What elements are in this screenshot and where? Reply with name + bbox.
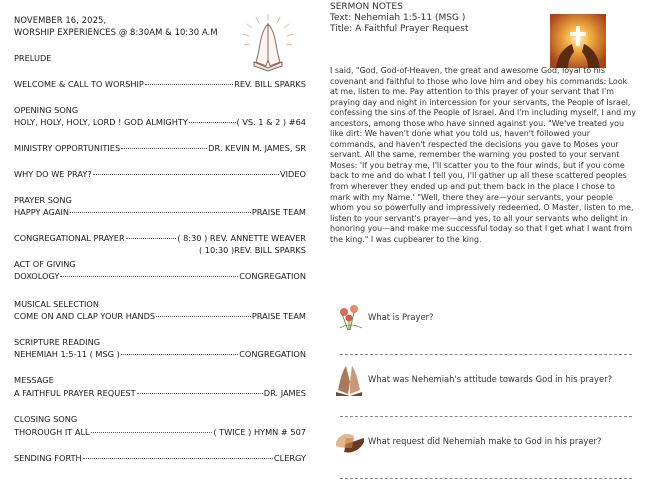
- service-times: WORSHIP EXPERIENCES @ 8:30AM & 10:30 A.M: [14, 27, 218, 37]
- order-heading-act-of-giving: ACT OF GIVING: [14, 259, 76, 269]
- order-item-welcome: WELCOME & CALL TO WORSHIP REV. BILL SPARKS: [14, 79, 306, 89]
- sermon-title-line: Title: A Faithful Prayer Request: [330, 24, 469, 34]
- cross-in-hands-image: [550, 14, 606, 68]
- order-item-closing-song: THOROUGH IT ALL ( TWICE ) HYMN # 507: [14, 427, 306, 437]
- order-item-prelude: PRELUDE: [14, 53, 52, 63]
- order-item-musical-selection: COME ON AND CLAP YOUR HANDS PRAISE TEAM: [14, 311, 306, 321]
- question-3-text: What request did Nehemiah make to God in his prayer?: [368, 436, 602, 446]
- order-item-doxology: DOXOLOGY CONGREGATION: [14, 271, 306, 281]
- service-date: NOVEMBER 16, 2025,: [14, 15, 107, 25]
- answer-line[interactable]: [340, 416, 632, 417]
- clasped-hands-icon: [332, 424, 368, 460]
- question-3: [330, 424, 636, 472]
- question-1-text: What is Prayer?: [368, 312, 434, 322]
- sermon-text-line: Text: Nehemiah 1:5-11 (MSG ): [330, 13, 466, 23]
- sermon-notes-header: [330, 2, 469, 35]
- order-item-prayer-song: HAPPY AGAIN PRAISE TEAM: [14, 207, 306, 217]
- roses-icon: [332, 300, 368, 336]
- answer-line[interactable]: [340, 478, 632, 479]
- order-item-congregational-prayer: CONGREGATIONAL PRAYER ( 8:30 ) REV. ANNETTE WEAVER: [14, 233, 306, 243]
- service-header: [14, 14, 218, 38]
- order-item-why-pray: WHY DO WE PRAY? VIDEO: [14, 169, 306, 179]
- order-heading-musical-selection: MUSICAL SELECTION: [14, 299, 99, 309]
- question-2: [330, 362, 636, 410]
- question-1: [330, 300, 636, 348]
- order-heading-scripture-reading: SCRIPTURE READING: [14, 337, 101, 347]
- order-heading-message: MESSAGE: [14, 375, 54, 385]
- order-heading-opening-song: OPENING SONG: [14, 105, 79, 115]
- order-item-sending-forth: SENDING FORTH CLERGY: [14, 453, 306, 463]
- answer-line[interactable]: [340, 354, 632, 355]
- praying-hands-icon: [332, 362, 368, 398]
- sermon-notes-page: [330, 0, 642, 503]
- order-heading-closing-song: CLOSING SONG: [14, 414, 78, 424]
- question-2-text: What was Nehemiah's attitude towards God in his prayer?: [368, 374, 613, 384]
- order-item-message: A FAITHFUL PRAYER REQUEST DR. JAMES: [14, 388, 306, 398]
- sermon-notes-heading: SERMON NOTES: [330, 2, 403, 12]
- order-item-scripture-reading: NEHEMIAH 1:5-11 ( MSG ) CONGREGATION: [14, 349, 306, 359]
- scripture-passage: I said, "God, God-of-Heaven, the great and awesome God, loyal to his covenant and faithful to those who love him and obey his commands: Look at me, listen to me. Pay attention to this prayer of your servant that I'm praying day and night in intercession for your servants, the People of Israel, confessing the sins of the People of Israel. And I'm including myself, I and my ancestors, among those who have sinned against you. "We've treated you like dirt: We haven't done what you told us, haven't followed your commands, and haven't respected the decisions you gave to Moses your servant. All the same, remember the warning you posted to your servant Moses: 'If you betray me, I'll scatter you to the four winds, but if you come back to me and do what I tell you, I'll gather up all these scattered peoples from wherever they ended up and put them back in the place I chose to mark with my Name.' "Well, there they are—your servants, your people whom you so powerfully and impressively redeemed. O Master, listen to me, listen to your servant's prayer—and yes, to all your servants who delight in honoring you—and make me successful today so that I get what I want from the king." I was cupbearer to the king.: [330, 66, 636, 244]
- order-item-congregational-prayer-late: ( 10:30 )REV. BILL SPARKS: [198, 245, 306, 255]
- order-of-worship-page: [0, 0, 318, 503]
- order-item-opening-song: HOLY, HOLY, HOLY, LORD ! GOD ALMIGHTY ( VS. 1 & 2 ) #64: [14, 117, 306, 127]
- order-item-ministry-opportunities: MINISTRY OPPORTUNITIES DR. KEVIN M. JAMES, SR: [14, 143, 306, 153]
- order-heading-prayer-song: PRAYER SONG: [14, 195, 72, 205]
